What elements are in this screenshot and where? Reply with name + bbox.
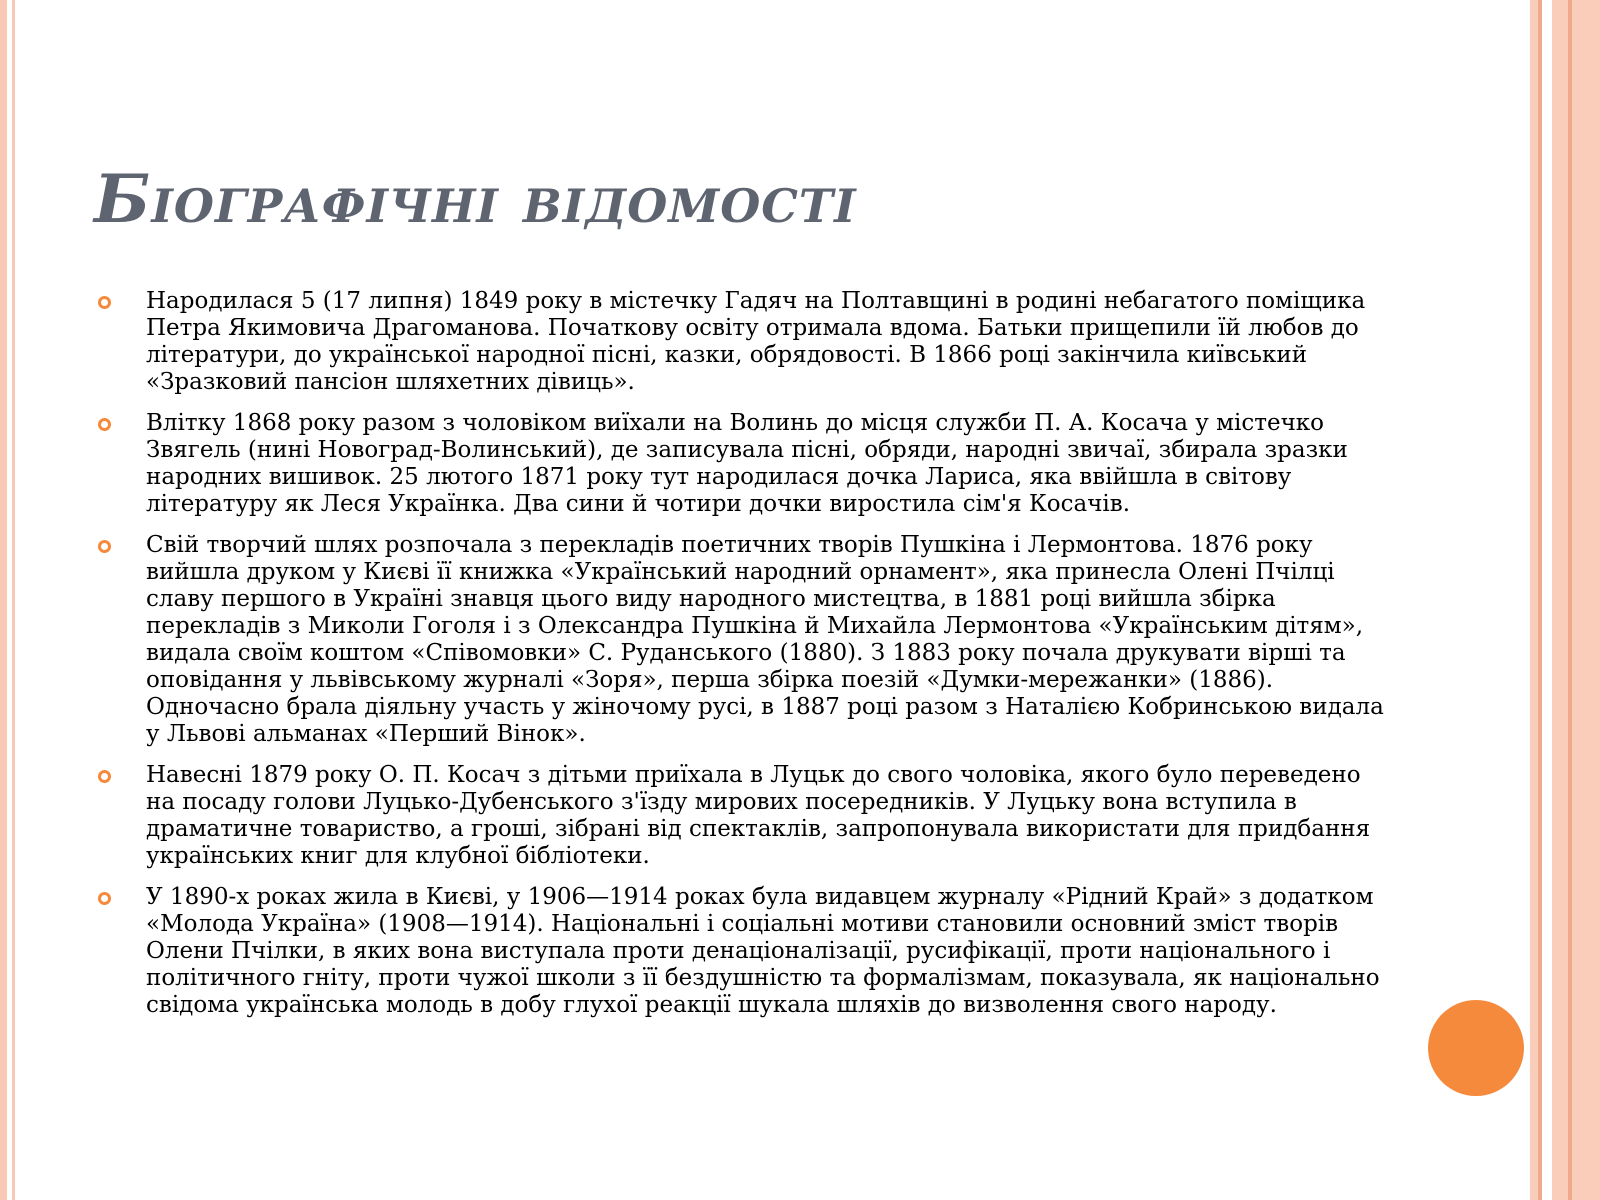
right-border-stripe bbox=[1552, 0, 1568, 1200]
list-item-text: Влітку 1868 року разом з чоловіком виїхали на Волинь до місця служби П. А. Косача у містечко Звягель (нині Новоград-Волинський), де записувала пісні, обряди, народні звичаї, збирала зразки народних вишивок. 25 лютого 1871 року тут народилася дочка Лариса, яка ввійшла в світову літературу як Леся Українка. Два сини й чотири дочки виростила сім'я Косачів. bbox=[146, 410, 1348, 517]
list-item bbox=[96, 410, 1386, 518]
list-item-text: Народилася 5 (17 липня) 1849 року в містечку Гадяч на Полтавщині в родині небагатого поміщика Петра Якимовича Драгоманова. Початкову освіту отримала вдома. Батьки прищепили їй любов до літератури, до української народної пісні, казки, обрядовості. В 1866 році закінчила київський «Зразковий пансіон шляхетних дівиць». bbox=[146, 288, 1366, 395]
bullet-list bbox=[96, 288, 1386, 1033]
list-item bbox=[96, 762, 1386, 870]
list-item-text: Свій творчий шлях розпочала з перекладів поетичних творів Пушкіна і Лермонтова. 1876 року вийшла друком у Києві її книжка «Український народний орнамент», яка принесла Олені Пчілці славу першого в Україні знавця цього виду народного мистецтва, в 1881 році вийшла збірка перекладів з Миколи Гоголя і з Олександра Пушкіна й Михайла Лермонтова «Українським дітям», видала своїм коштом «Співомовки» С. Руданського (1880). З 1883 року почала друкувати вірші та оповідання у львівському журналі «Зоря», перша збірка поезій «Думки-мережанки» (1886). Одночасно брала діяльну участь у жіночому русі, в 1887 році разом з Наталією Кобринською видала у Львові альманах «Перший Вінок». bbox=[146, 532, 1384, 747]
slide-title: Біографічні відомості bbox=[94, 160, 857, 238]
list-item bbox=[96, 288, 1386, 396]
bullet-circle-icon bbox=[98, 892, 111, 905]
bullet-circle-icon bbox=[98, 540, 111, 553]
left-border-stripe bbox=[0, 0, 7, 1200]
left-border-thin-stripe bbox=[12, 0, 15, 1200]
right-border-stripe bbox=[1530, 0, 1538, 1200]
list-item bbox=[96, 532, 1386, 748]
list-item bbox=[96, 884, 1386, 1019]
orange-circle-icon bbox=[1428, 1000, 1524, 1096]
list-item-text: У 1890-х роках жила в Києві, у 1906—1914 роках була видавцем журналу «Рідний Край» з додатком «Молода Україна» (1908—1914). Національні і соціальні мотиви становили основний зміст творів Олени Пчілки, в яких вона виступала проти денаціоналізації, русифікації, проти національного і політичного гніту, проти чужої школи з її бездушністю та формалізмам, показувала, як національно свідома українська молодь в добу глухої реакції шукала шляхів до визволення свого народу. bbox=[146, 884, 1380, 1018]
bullet-circle-icon bbox=[98, 418, 111, 431]
bullet-circle-icon bbox=[98, 770, 111, 783]
right-border-thin-stripe bbox=[1538, 0, 1542, 1200]
list-item-text: Навесні 1879 року О. П. Косач з дітьми приїхала в Луцьк до свого чоловіка, якого було переведено на посаду голови Луцько-Дубенського з'їзду мирових посередників. У Луцьку вона вступила в драматичне товариство, а гроші, зібрані від спектаклів, запропонувала використати для придбання українських книг для клубної бібліотеки. bbox=[146, 762, 1371, 869]
right-border-stripe bbox=[1572, 0, 1600, 1200]
bullet-circle-icon bbox=[98, 296, 111, 309]
